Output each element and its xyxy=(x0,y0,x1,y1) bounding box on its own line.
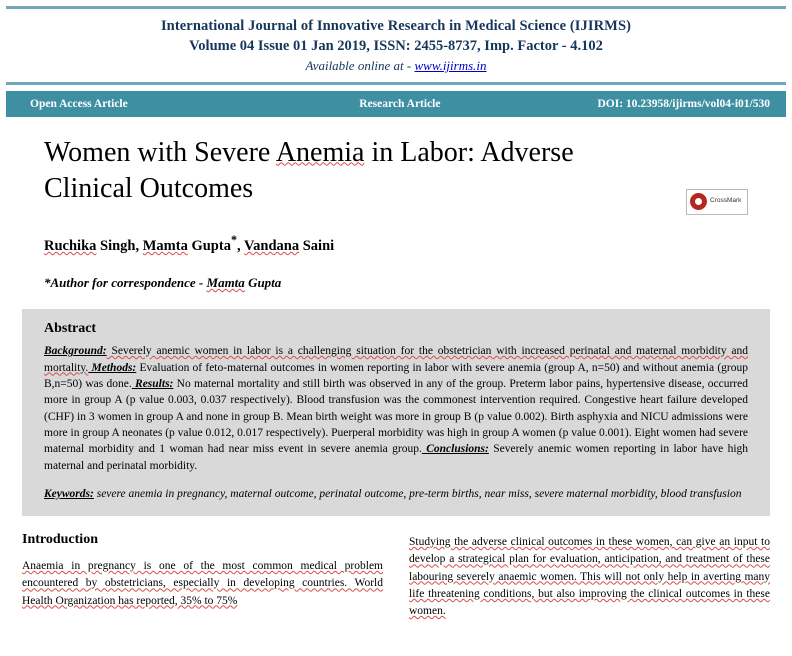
author-list xyxy=(44,233,748,255)
author-separator: , xyxy=(237,238,245,255)
abstract-background-text: Severely anemic women in labor is a challenging situation for the obstetrician with increased perinatal and maternal morbidity and mortality. xyxy=(44,345,748,374)
title-line1-part3: in Labor: Adverse xyxy=(364,136,574,168)
abstract-methods-label: Methods: xyxy=(88,361,137,374)
keywords-label: Keywords: xyxy=(44,487,94,500)
introduction-paragraph-left: Anaemia in pregnancy is one of the most common medical problem encountered by obstetricians, especially in developing countries. World Health Organization has reported, 35% to 75% xyxy=(22,560,383,607)
title-line2: Clinical Outcomes xyxy=(44,173,254,205)
page-title xyxy=(44,135,748,208)
correspondence-prefix: *Author for correspondence - xyxy=(44,275,207,291)
title-line1-part2: Anemia xyxy=(275,136,365,168)
title-block xyxy=(0,117,792,292)
crossmark-icon xyxy=(690,193,707,210)
column-right xyxy=(409,532,770,620)
keywords-line xyxy=(44,486,748,502)
abstract-heading: Abstract xyxy=(44,321,97,337)
abstract-background-label: Background: xyxy=(44,345,107,358)
author-2-first: Mamta xyxy=(142,238,188,255)
journal-url-link[interactable]: www.ijirms.in xyxy=(414,58,487,74)
paper-page xyxy=(0,6,792,656)
availability-prefix: Available online at - xyxy=(305,58,415,74)
body-columns xyxy=(22,532,770,620)
abstract-results-text: No maternal mortality and still birth was observed in any of the group. Preterm labor pains, hypertensive disease, occurred more in group A (p value 0.003, 0.037 respectively). Blood transfusion was the commonest intervention required. Congestive heart failure developed (CHF) in 3 women in group A and none in group B. Mean birth weight was more in group B (p value 0.002). Birth asphyxia and NICU admissions were more in group A neonates (p value 0.012, 0.017 respectively). Puerperal morbidity was high in group A women (p value 0.001). Eight women had severe maternal morbidity and 1 woman had near miss event in severe anemia group. xyxy=(44,377,748,456)
doi-label: DOI: 10.23958/ijirms/vol04-i01/530 xyxy=(597,97,770,110)
corresponding-author-marker: * xyxy=(230,233,238,248)
abstract-results-label: Results: xyxy=(131,377,174,390)
journal-availability xyxy=(6,56,786,76)
abstract-section xyxy=(22,309,770,516)
introduction-heading: Introduction xyxy=(22,532,98,548)
correspondence-name-first: Mamta xyxy=(206,275,245,291)
journal-name: International Journal of Innovative Research in Medical Science (IJIRMS) xyxy=(160,18,632,34)
crossmark-badge[interactable] xyxy=(686,189,748,215)
open-access-label: Open Access Article xyxy=(30,97,128,110)
article-meta-ribbon xyxy=(6,91,786,117)
author-3-last: Saini xyxy=(299,238,335,255)
article-type-label: Research Article xyxy=(359,97,441,110)
author-1-last: Singh, xyxy=(96,238,143,255)
abstract-text xyxy=(44,343,748,474)
journal-volume-issue: Volume 04 Issue 01 Jan 2019, ISSN: 2455-8737, Imp. Factor - 4.102 xyxy=(189,37,603,54)
author-2-last: Gupta xyxy=(187,238,231,255)
author-3-first: Vandana xyxy=(244,238,300,255)
title-line1-part1: Women with Severe xyxy=(44,136,276,168)
crossmark-label: CrossMark xyxy=(710,197,742,205)
abstract-methods-text: Evaluation of feto-maternal outcomes in women reporting in labor with severe anemia (group A, n=50) and without anemia (group B,n=50) was done. xyxy=(44,361,749,390)
author-1-first: Ruchika xyxy=(44,238,97,255)
column-left xyxy=(22,532,383,620)
abstract-conclusions-text: Severely anemic women reporting in labor have high maternal and perinatal morbidity. xyxy=(44,443,749,472)
keywords-text: severe anemia in pregnancy, maternal outcome, perinatal outcome, pre-term births, near miss, severe maternal morbidity, blood transfusion xyxy=(93,487,742,500)
abstract-conclusions-label: Conclusions: xyxy=(421,443,489,456)
correspondence-note xyxy=(44,275,748,291)
correspondence-name-last: Gupta xyxy=(244,275,282,291)
introduction-paragraph-right: Studying the adverse clinical outcomes in these women, can give an input to develop a strategical plan for evaluation, anticipation, and treatment of these labouring severely anaemic women. This will not only help in averting many life threatening conditions, but also improving the clinical outcomes in these women. xyxy=(409,536,770,618)
journal-masthead xyxy=(6,6,786,85)
